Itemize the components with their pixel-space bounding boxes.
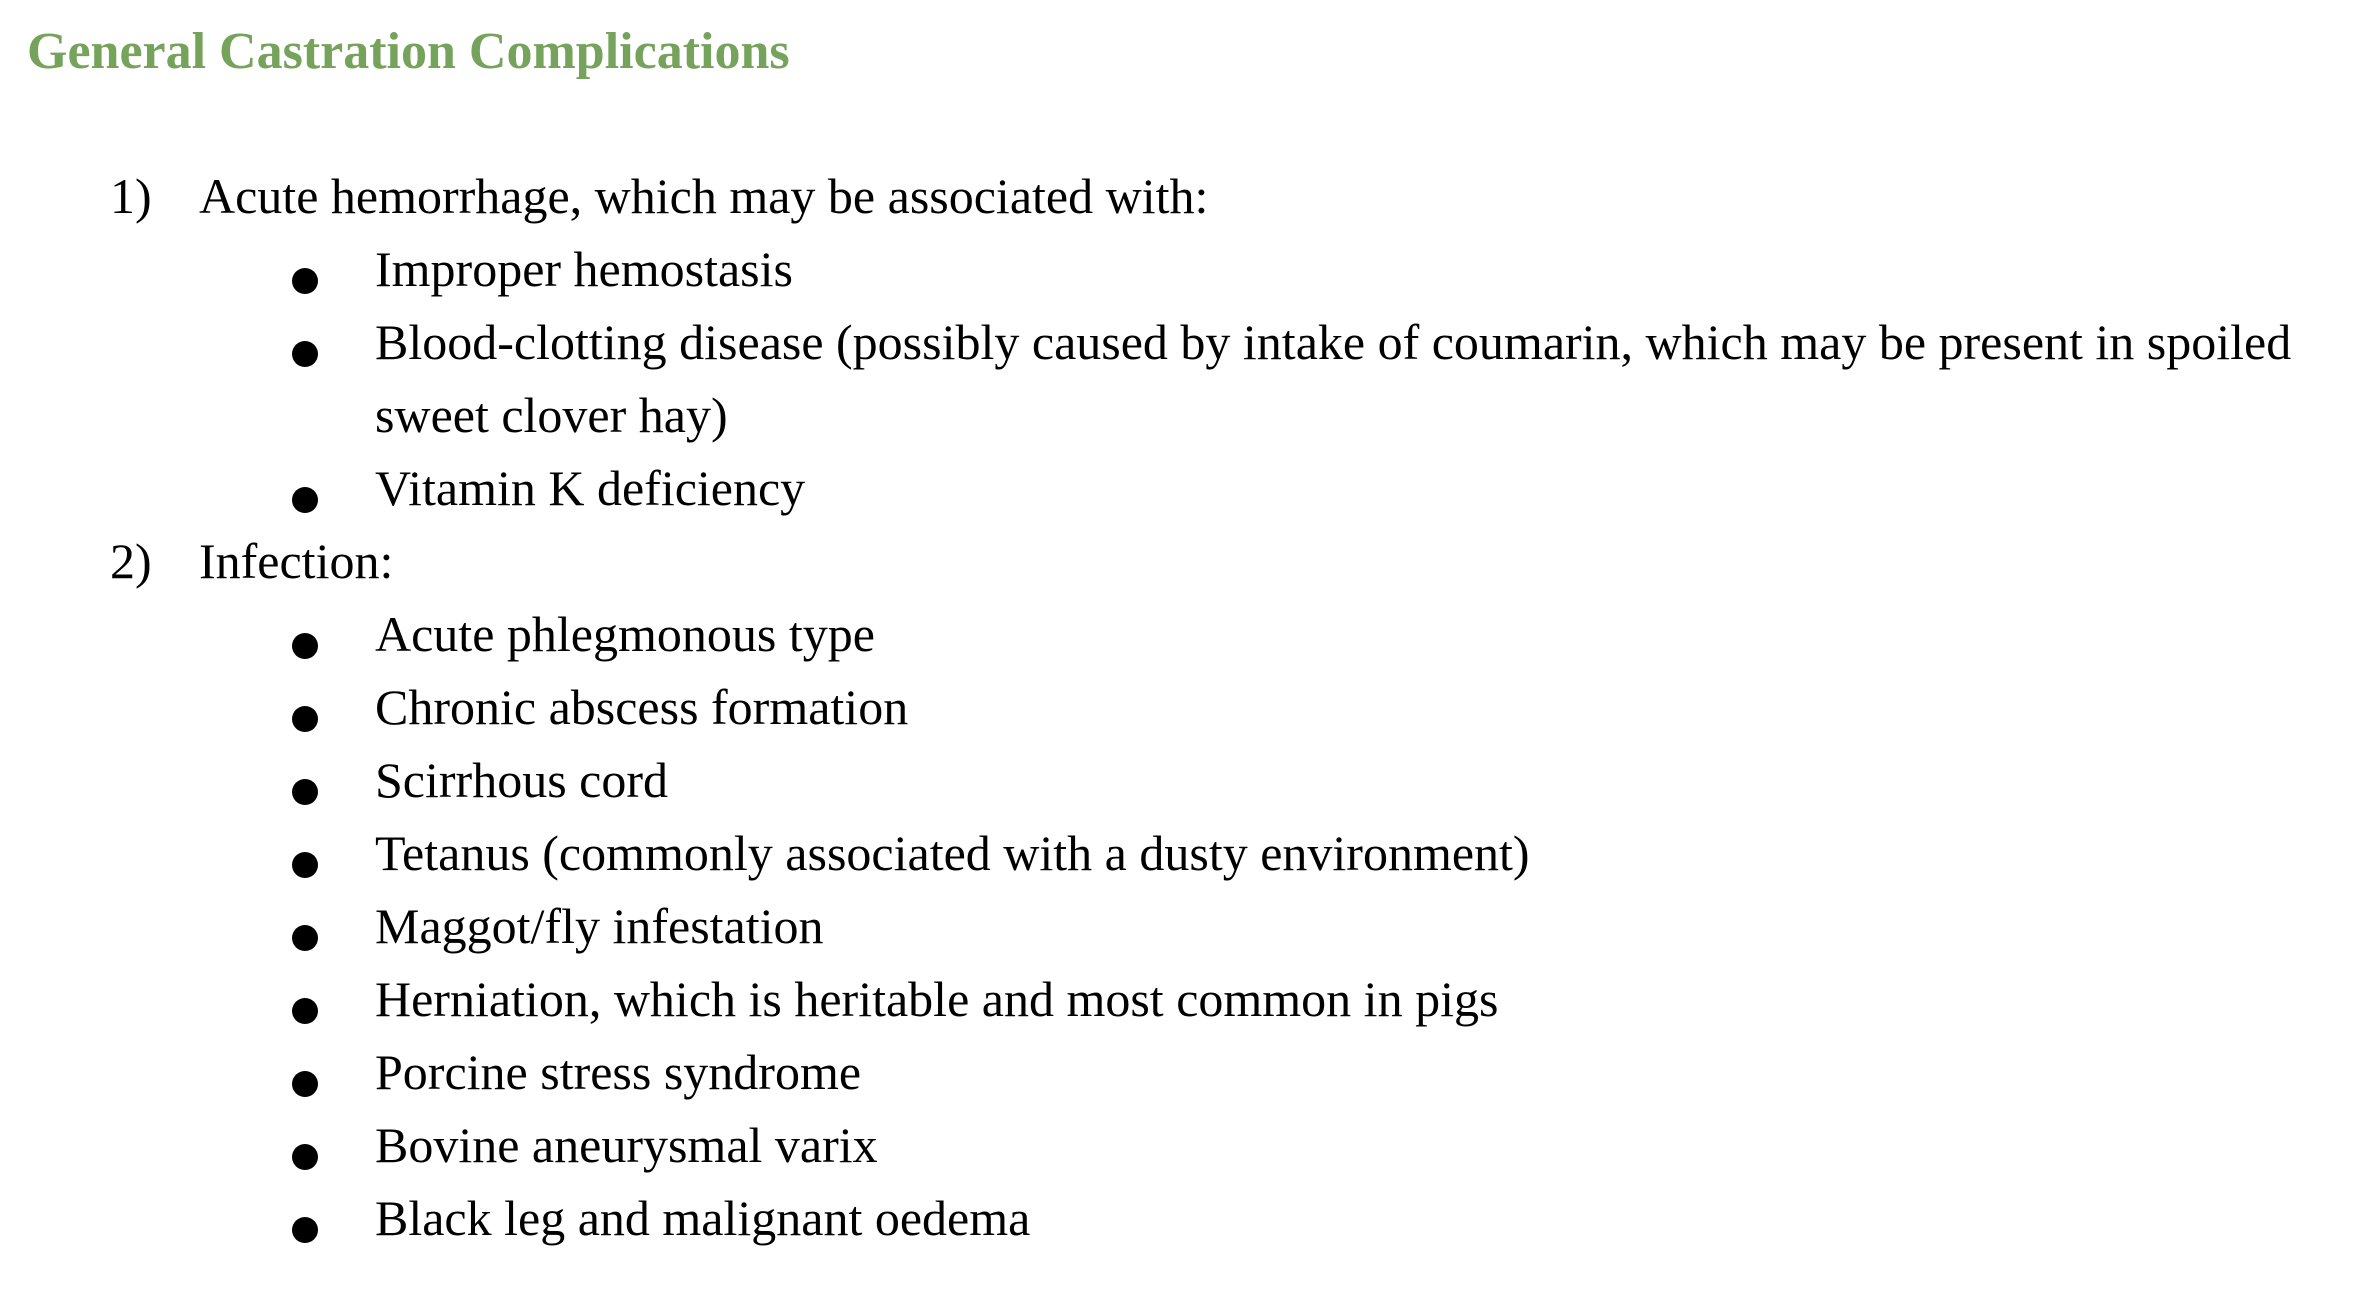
bullet-text: Acute phlegmonous type: [375, 606, 875, 662]
bullet-icon: [292, 1144, 318, 1170]
bullet-text: Bovine aneurysmal varix: [375, 1117, 878, 1173]
bullet-text: Chronic abscess formation: [375, 679, 909, 735]
bullet-icon: [292, 852, 318, 878]
bullet-icon: [292, 1071, 318, 1097]
bullet-text: Scirrhous cord: [375, 752, 668, 808]
bullet-text: Porcine stress syndrome: [375, 1044, 862, 1100]
bullet-icon: [292, 998, 318, 1024]
bullet-text: Tetanus (commonly associated with a dusty environment): [375, 825, 1530, 881]
bullet-icon: [292, 706, 318, 732]
bullet-text: Black leg and malignant oedema: [375, 1190, 1031, 1246]
bullet-icon: [292, 341, 318, 367]
bullet-text: Improper hemostasis: [375, 241, 793, 297]
item-number: 1): [110, 168, 152, 224]
bullet-icon: [292, 1217, 318, 1243]
document-title: General Castration Complications: [27, 23, 790, 80]
item-number: 2): [110, 533, 152, 589]
item-heading: Acute hemorrhage, which may be associated with:: [199, 168, 1209, 224]
bullet-icon: [292, 268, 318, 294]
item-heading: Infection:: [199, 533, 394, 589]
bullet-text: Blood-clotting disease (possibly caused by intake of coumarin, which may be present in spoiled sweet clover hay): [375, 314, 2292, 443]
bullet-icon: [292, 779, 318, 805]
bullet-icon: [292, 925, 318, 951]
bullet-icon: [292, 487, 318, 513]
bullet-text: Maggot/fly infestation: [375, 898, 824, 954]
bullet-text: Herniation, which is heritable and most common in pigs: [375, 971, 1499, 1027]
bullet-text: Vitamin K deficiency: [375, 460, 806, 516]
bullet-icon: [292, 633, 318, 659]
